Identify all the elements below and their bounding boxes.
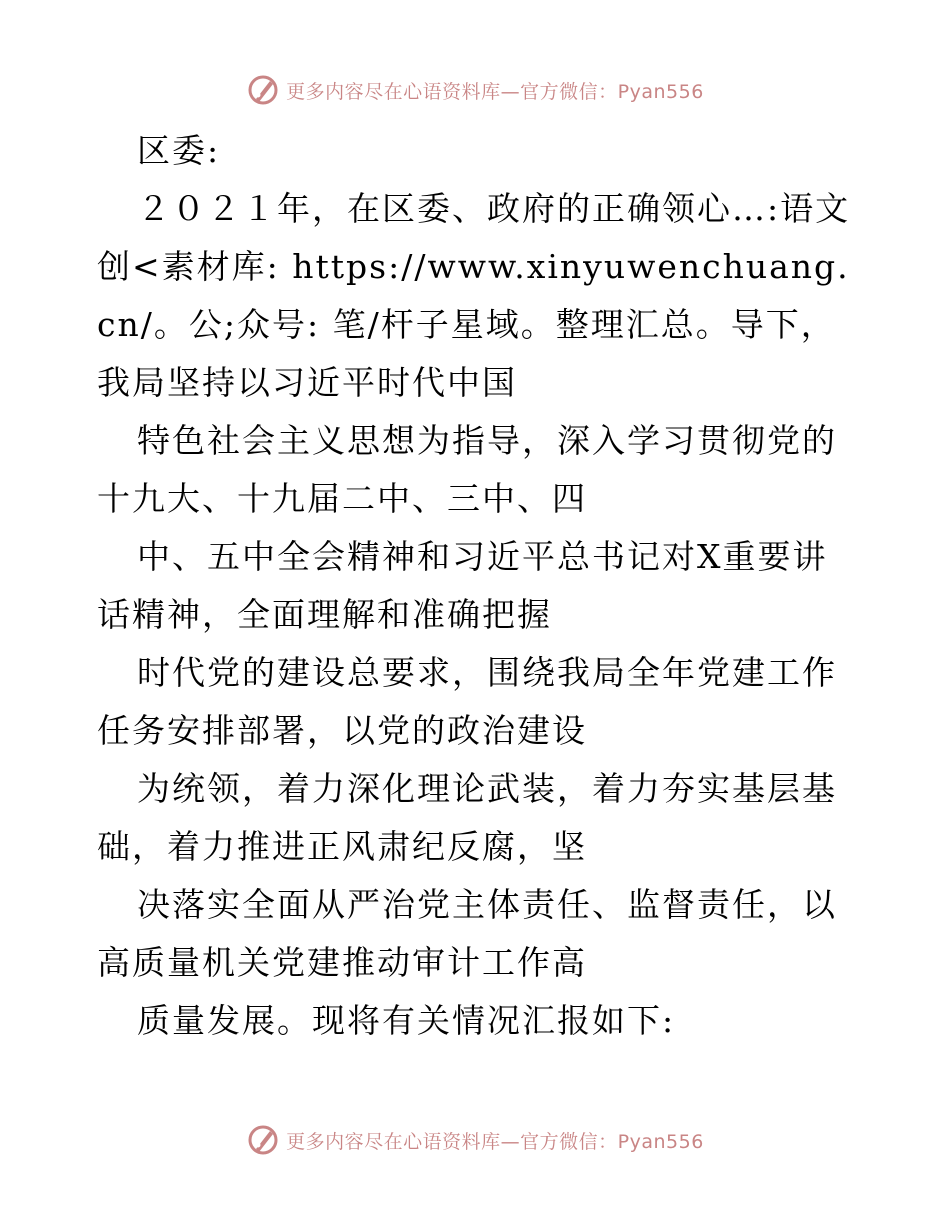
paragraph: ２０２１年，在区委、政府的正确领心…:语文创<素材库: https://www.xinyuwenchuang.cn/。公;众号: 笔/杆子星域。整理汇总。导下，我局坚持以习近平时代中国 [97, 189, 851, 402]
pen-circle-logo-icon [246, 1123, 280, 1157]
paragraph: 中、五中全会精神和习近平总书记对X重要讲话精神，全面理解和准确把握 [97, 537, 828, 634]
pen-circle-logo-icon [246, 73, 280, 107]
paragraph: 为统领，着力深化理论武装，着力夯实基层基础，着力推进正风肃纪反腐，坚 [97, 769, 837, 866]
paragraph: 质量发展。现将有关情况汇报如下: [137, 1001, 676, 1040]
document-body [97, 122, 857, 1050]
footer-banner [0, 1120, 950, 1160]
paragraph: 时代党的建设总要求，围绕我局全年党建工作任务安排部署，以党的政治建设 [97, 653, 837, 750]
salutation: 区委: [137, 131, 221, 170]
header-banner [0, 70, 950, 110]
paragraph: 决落实全面从严治党主体责任、监督责任，以高质量机关党建推动审计工作高 [97, 885, 837, 982]
paragraph: 特色社会主义思想为指导，深入学习贯彻党的十九大、十九届二中、三中、四 [97, 421, 837, 518]
header-banner-text: 更多内容尽在心语资料库—官方微信：Pyan556 [286, 80, 704, 103]
footer-banner-text: 更多内容尽在心语资料库—官方微信：Pyan556 [286, 1130, 704, 1153]
